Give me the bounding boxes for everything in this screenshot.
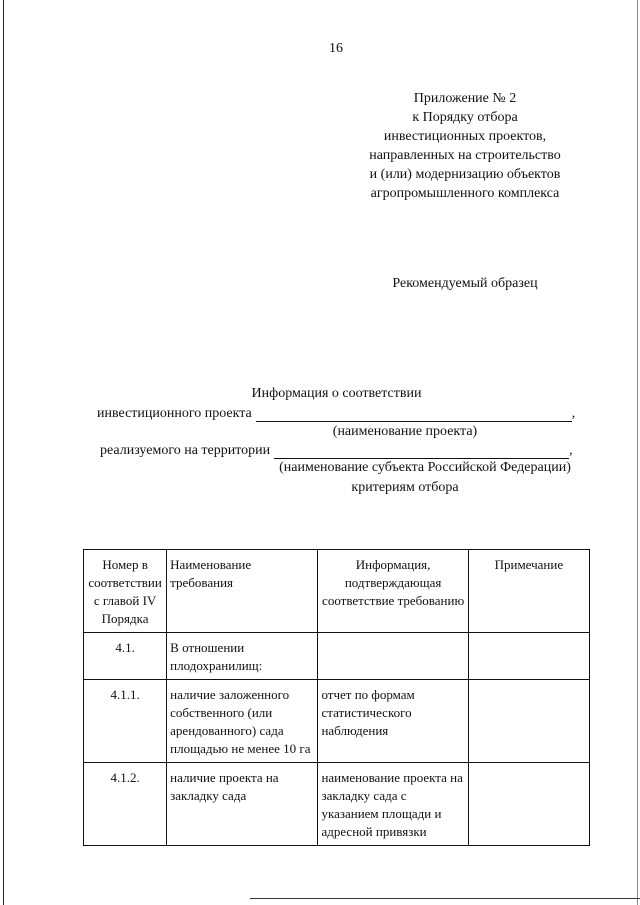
territory-blank[interactable] xyxy=(274,444,569,459)
cell-requirement: наличие заложенного собственного (или арендованного) сада площадью не менее 10 га xyxy=(167,680,318,763)
page-edge-left xyxy=(3,0,4,905)
appendix-line: Приложение № 2 xyxy=(413,91,517,106)
table-row xyxy=(84,763,590,846)
cell-note xyxy=(468,680,589,763)
appendix-line: к Порядку отбора xyxy=(412,110,518,125)
sample-label: Рекомендуемый образец xyxy=(392,276,538,291)
criteria-label: критериям отбора xyxy=(351,480,459,495)
header-info: Информация, подтверждающая соответствие требованию xyxy=(318,550,468,633)
territory-label: реализуемого на территории xyxy=(100,443,271,458)
cell-note xyxy=(468,763,589,846)
header-note: Примечание xyxy=(468,550,589,633)
table-header-row xyxy=(84,550,590,633)
cell-number: 4.1.1. xyxy=(84,680,167,763)
page-number: 16 xyxy=(329,41,343,56)
territory-line xyxy=(100,443,573,459)
territory-caption: (наименование субъекта Российской Федерации) xyxy=(279,460,571,475)
page-edge-bottom xyxy=(250,898,640,899)
table-row xyxy=(84,633,590,680)
appendix-line: агропромышленного комплекса xyxy=(370,186,560,201)
cell-number: 4.1.2. xyxy=(84,763,167,846)
project-name-line xyxy=(97,406,575,422)
project-name-label: инвестиционного проекта xyxy=(97,406,252,421)
cell-note xyxy=(468,633,589,680)
cell-requirement: В отношении плодохранилищ: xyxy=(167,633,318,680)
line-end-comma: , xyxy=(569,443,573,458)
appendix-line: инвестиционных проектов, xyxy=(383,129,547,144)
appendix-header xyxy=(330,89,600,203)
cell-number: 4.1. xyxy=(84,633,167,680)
header-number: Номер в соответствии с главой IV Порядка xyxy=(84,550,167,633)
form-title: Информация о соответствии xyxy=(251,386,422,401)
cell-info: отчет по формам статистического наблюдения xyxy=(318,680,468,763)
cell-requirement: наличие проекта на закладку сада xyxy=(167,763,318,846)
header-requirement: Наименование требования xyxy=(167,550,318,633)
project-name-caption: (наименование проекта) xyxy=(332,424,478,439)
appendix-line: и (или) модернизацию объектов xyxy=(369,167,561,182)
appendix-line: направленных на строительство xyxy=(369,148,561,163)
table-row xyxy=(84,680,590,763)
page-edge-right xyxy=(637,0,638,905)
cell-info: наименование проекта на закладку сада с указанием площади и адресной привязки xyxy=(318,763,468,846)
cell-info xyxy=(318,633,468,680)
line-end-comma: , xyxy=(571,406,576,421)
requirements-table xyxy=(83,549,590,846)
project-name-blank[interactable] xyxy=(256,407,572,422)
